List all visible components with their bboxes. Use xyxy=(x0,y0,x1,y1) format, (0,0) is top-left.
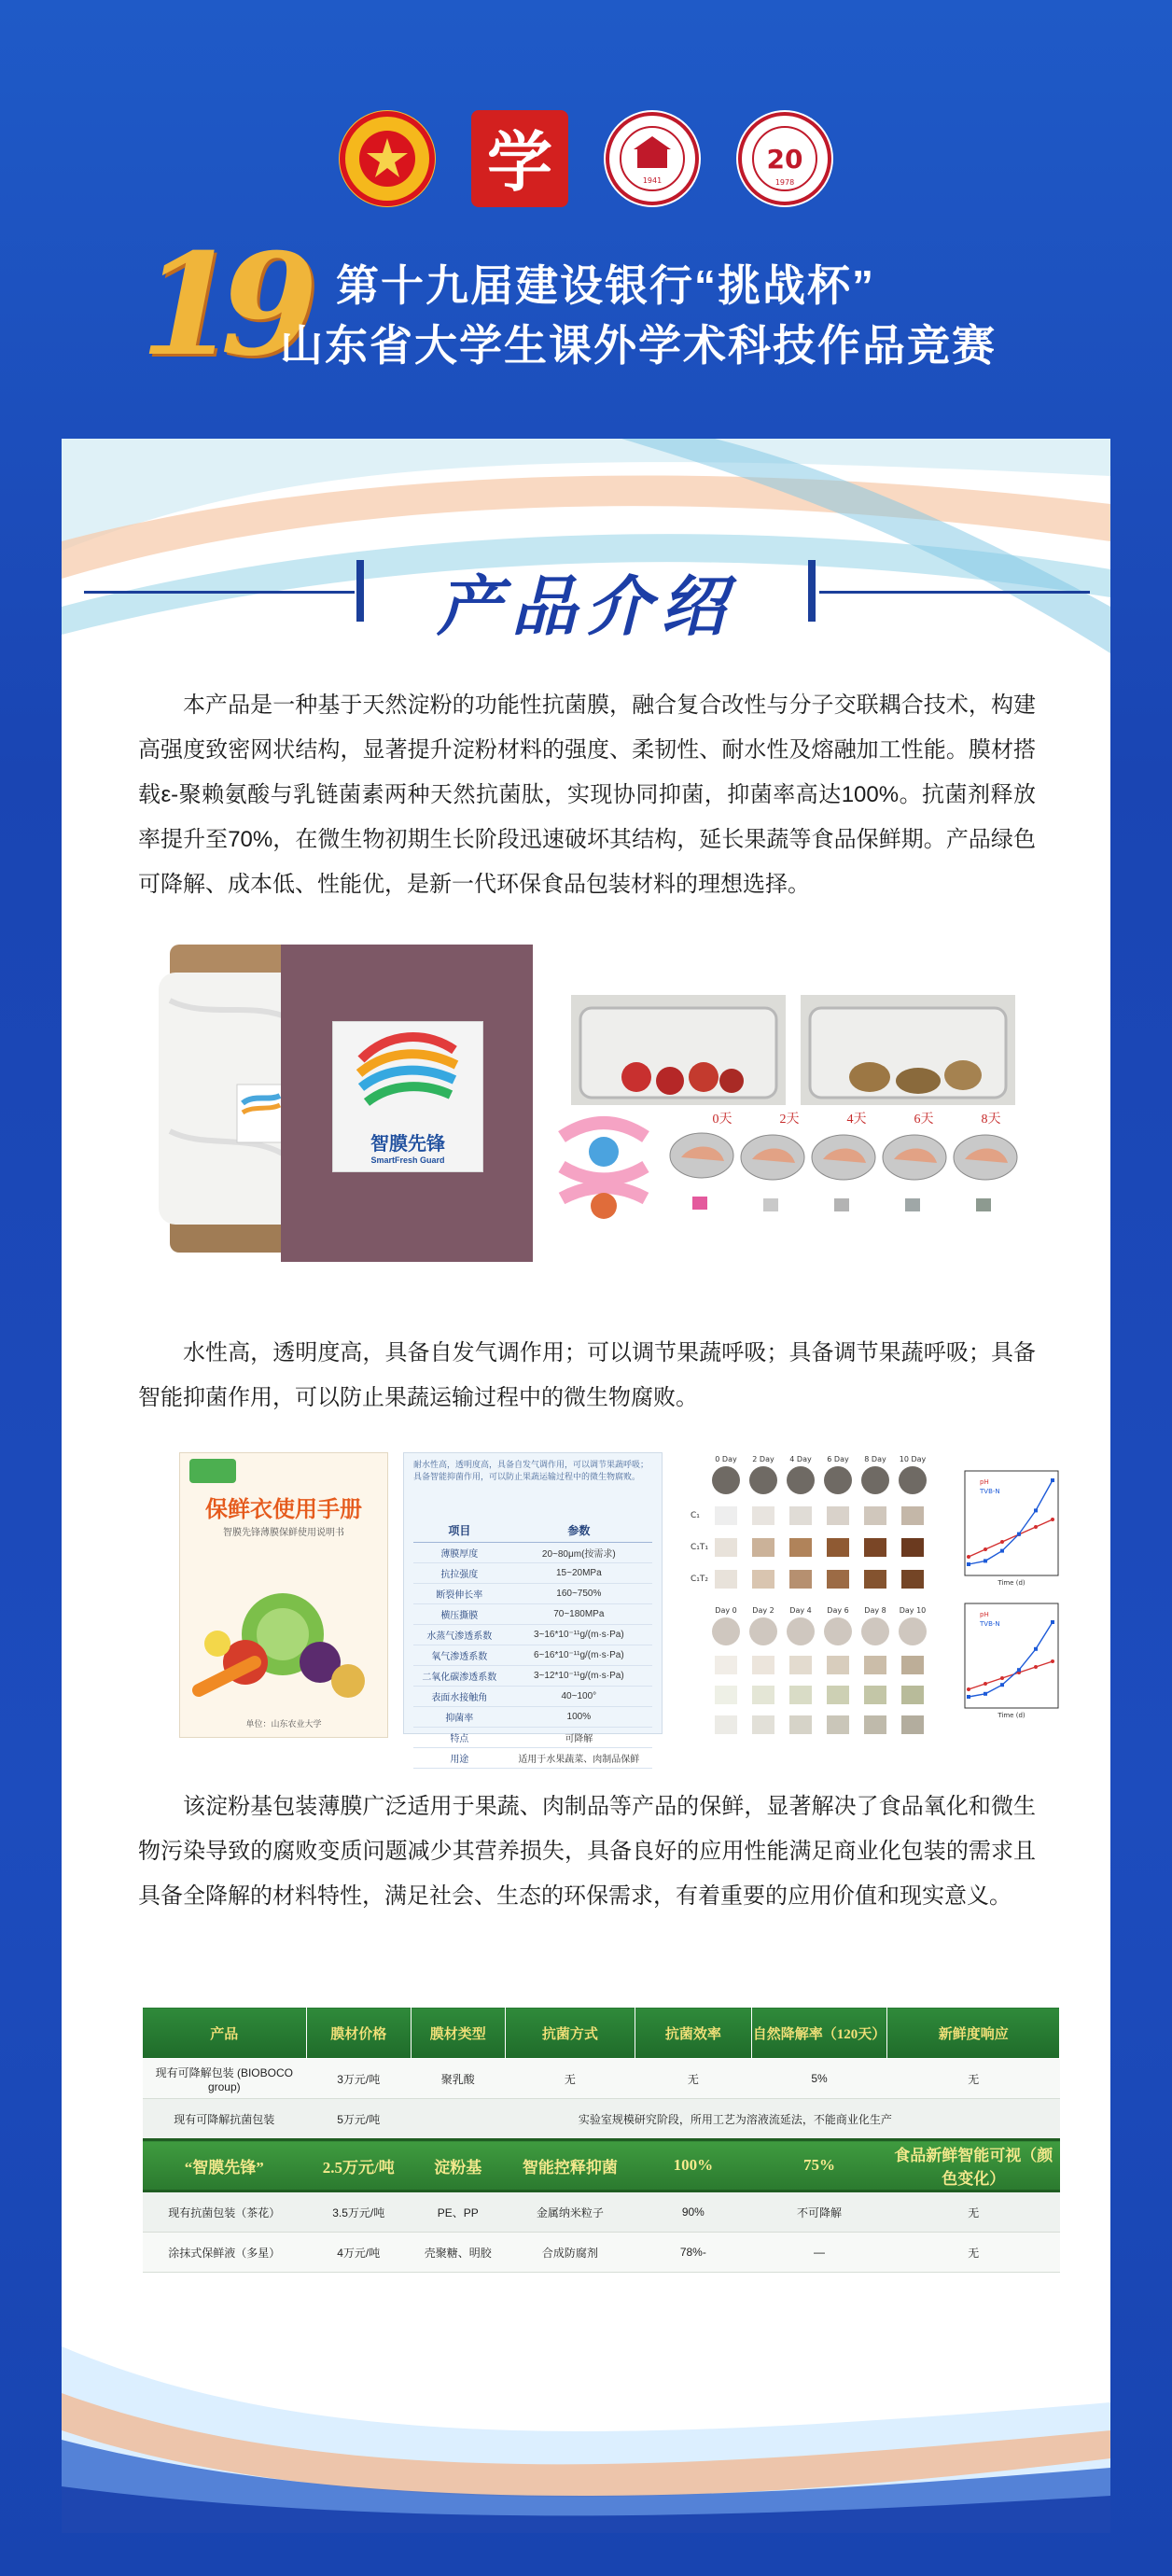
color-swatch xyxy=(901,1715,924,1734)
decorative-swoosh-bottom xyxy=(62,2216,1110,2533)
spec-cell: 70~180MPa xyxy=(506,1604,652,1625)
ph-tvbn-graphs xyxy=(948,1463,1069,1721)
comparison-cell: 78%- xyxy=(635,2233,752,2273)
legend-label: TVB-N xyxy=(980,1488,1000,1495)
shrimp-day-labels xyxy=(689,1109,1025,1127)
spec-cell: 3~16*10⁻¹¹g/(m·s·Pa) xyxy=(506,1625,652,1645)
comparison-cell: 3万元/吨 xyxy=(306,2059,411,2099)
comparison-header-cell: 膜材类型 xyxy=(411,2008,505,2059)
header-title-line2: 山东省大学生课外学术科技作品竞赛 xyxy=(280,321,997,370)
ph-point xyxy=(1000,1540,1004,1544)
shrimp-freshness-diagram xyxy=(562,1109,1025,1230)
color-swatch xyxy=(827,1656,849,1674)
color-swatch xyxy=(827,1715,849,1734)
comparison-cell: 聚乳酸 xyxy=(411,2059,505,2099)
svg-text:1941: 1941 xyxy=(642,176,663,185)
color-swatch xyxy=(752,1715,774,1734)
tvbn-point xyxy=(1000,1683,1004,1687)
x-axis-label: Time (d) xyxy=(998,1712,1026,1719)
competition-header xyxy=(140,223,1073,387)
sample-dish xyxy=(712,1617,740,1645)
spec-cell: 6~16*10⁻¹¹g/(m·s·Pa) xyxy=(506,1645,652,1666)
color-swatch xyxy=(827,1570,849,1589)
comparison-header-cell: 产品 xyxy=(143,2008,307,2059)
spec-row xyxy=(413,1645,652,1666)
spec-row xyxy=(413,1625,652,1645)
comparison-table-area xyxy=(62,2007,1110,2260)
comparison-cell: 5% xyxy=(751,2059,887,2099)
spec-row xyxy=(413,1728,652,1748)
spec-row xyxy=(413,1563,652,1584)
content-card xyxy=(62,439,1110,2533)
tvbn-point xyxy=(1017,1668,1021,1672)
sample-dish xyxy=(861,1617,889,1645)
produce-box-photos xyxy=(571,995,1015,1105)
comparison-header-cell: 自然降解率（120天） xyxy=(751,2008,887,2059)
svg-text:1978: 1978 xyxy=(774,178,795,187)
comparison-cell: 淀粉基 xyxy=(411,2140,505,2191)
spec-sheet xyxy=(403,1452,663,1765)
x-axis-label: Time (d) xyxy=(998,1579,1026,1587)
sample-dish xyxy=(899,1466,927,1494)
intro-paragraph: 本产品是一种基于天然淀粉的功能性抗菌膜，融合复合改性与分子交联耦合技术，构建高强度致密网状结构，显著提升淀粉材料的强度、柔韧性、耐水性及熔融加工性能。膜材搭载ε-聚赖氨酸与乳链菌素两种天然抗菌肽，实现协同抑菌，抑菌率高达100%。抗菌剂释放率提升至70%，在微生物初期生长阶段迅速破坏其结构，延长果蔬等食品保鲜期。产品绿色可降解、成本低、性能优，是新一代环保食品包装材料的理想选择。 xyxy=(138,693,1036,897)
color-swatch xyxy=(864,1715,886,1734)
day-header: 8 Day xyxy=(864,1455,886,1463)
spec-cell: 特点 xyxy=(413,1728,506,1748)
logo-row xyxy=(0,110,1172,207)
sample-dish xyxy=(787,1617,815,1645)
sample-dish xyxy=(787,1466,815,1494)
comparison-cell: 3.5万元/吨 xyxy=(306,2191,411,2233)
color-swatch xyxy=(752,1506,774,1525)
ph-point xyxy=(1034,1525,1038,1529)
comparison-cell: “智膜先锋” xyxy=(143,2140,307,2191)
day-header: Day 8 xyxy=(864,1606,886,1615)
comparison-cell: 无 xyxy=(887,2233,1060,2273)
color-swatch xyxy=(752,1538,774,1557)
manual-subtitle: 智膜先锋薄膜保鲜使用说明书 xyxy=(223,1528,344,1538)
ph-point xyxy=(984,1682,987,1686)
xue-seal-logo-icon xyxy=(471,110,568,207)
spec-cell: 表面水接触角 xyxy=(413,1687,506,1707)
spec-row xyxy=(413,1748,652,1769)
day-header: Day 0 xyxy=(715,1606,737,1615)
color-change-experiment xyxy=(687,1452,939,1745)
sample-dish xyxy=(712,1466,740,1494)
ph-graphs xyxy=(948,1463,1069,1721)
tvbn-point xyxy=(1017,1533,1021,1536)
ph-point xyxy=(984,1547,987,1551)
vegetables-illustration-icon xyxy=(180,1550,387,1709)
brand-name: 智膜先锋 xyxy=(370,1134,445,1155)
color-swatch xyxy=(864,1686,886,1704)
legend-label: TVB-N xyxy=(980,1620,1000,1628)
comparison-cell: 100% xyxy=(635,2140,752,2191)
spec-param-table xyxy=(413,1519,652,1769)
challenge-cup-logo-icon xyxy=(736,110,833,207)
tvbn-point xyxy=(1051,1620,1054,1624)
comparison-cell: 无 xyxy=(505,2059,635,2099)
day-label: 0天 xyxy=(712,1113,732,1127)
row-label: C₁T₁ xyxy=(691,1543,708,1552)
tvbn-point xyxy=(1034,1508,1038,1512)
comparison-header-cell: 膜材价格 xyxy=(306,2008,411,2059)
spec-row xyxy=(413,1604,652,1625)
comparison-cell: 现有可降解抗菌包装 xyxy=(143,2099,307,2140)
day-header: 0 Day xyxy=(715,1455,737,1463)
row-label: C₁ xyxy=(691,1511,700,1520)
tvbn-point xyxy=(984,1692,987,1696)
spec-cell: 二氧化碳渗透系数 xyxy=(413,1666,506,1687)
color-swatch xyxy=(827,1686,849,1704)
user-manual-cover xyxy=(179,1452,388,1738)
color-swatch xyxy=(789,1715,812,1734)
comparison-cell: PE、PP xyxy=(411,2191,505,2233)
color-swatch xyxy=(864,1570,886,1589)
day-header: Day 2 xyxy=(752,1606,774,1615)
day-header: Day 4 xyxy=(789,1606,812,1615)
day-header: 4 Day xyxy=(789,1455,812,1463)
color-swatch xyxy=(752,1686,774,1704)
ph-point xyxy=(1034,1665,1038,1669)
comparison-cell: 不可降解 xyxy=(751,2191,887,2233)
comparison-cell: 4万元/吨 xyxy=(306,2233,411,2273)
comparison-cell: 智能控释抑菌 xyxy=(505,2140,635,2191)
row-label: C₁T₂ xyxy=(691,1575,708,1584)
comparison-cell: 90% xyxy=(635,2191,752,2233)
spec-header-cell: 参数 xyxy=(506,1519,652,1543)
ph-series-line xyxy=(969,1661,1053,1689)
color-swatch xyxy=(789,1506,812,1525)
spec-cell: 100% xyxy=(506,1707,652,1728)
comparison-cell: 食品新鲜智能可视（颜色变化） xyxy=(887,2140,1060,2191)
sample-dish xyxy=(861,1466,889,1494)
spec-row xyxy=(413,1584,652,1604)
comparison-header-cell: 抗菌方式 xyxy=(505,2008,635,2059)
day-header: Day 6 xyxy=(827,1606,849,1615)
color-swatch xyxy=(715,1570,737,1589)
linyi-university-emblem-icon xyxy=(604,110,701,207)
ph-point xyxy=(1051,1518,1054,1521)
comparison-cell: 壳聚糖、明胶 xyxy=(411,2233,505,2273)
comparison-row xyxy=(143,2059,1060,2099)
color-swatch xyxy=(901,1686,924,1704)
header-title-line1: 第十九届建设银行“挑战杯” xyxy=(336,261,875,310)
ph-point xyxy=(1051,1659,1054,1663)
smartfresh-logo-icon xyxy=(333,1022,482,1125)
color-swatch xyxy=(901,1656,924,1674)
features-paragraph: 水性高，透明度高，具备自发气调作用；可以调节果蔬呼吸；具备调节果蔬呼吸；具备智能抑菌作用，可以防止果蔬运输过程中的微生物腐败。 xyxy=(138,1340,1036,1410)
sample-dish xyxy=(749,1617,777,1645)
spec-intro: 耐水性高，透明度高，具备自发气调作用，可以调节果蔬呼吸；具备智能抑菌作用，可以防止果蔬运输过程中的微生物腐败。 xyxy=(413,1460,649,1481)
svg-text:学: 学 xyxy=(487,123,552,201)
youth-league-emblem-icon xyxy=(339,110,436,207)
color-swatch xyxy=(752,1656,774,1674)
color-swatch xyxy=(715,1506,737,1525)
comparison-row xyxy=(143,2099,1060,2140)
comparison-cell: 5万元/吨 xyxy=(306,2099,411,2140)
comparison-cell: 无 xyxy=(887,2191,1060,2233)
spec-row xyxy=(413,1666,652,1687)
spec-cell: 3~12*10⁻¹¹g/(m·s·Pa) xyxy=(506,1666,652,1687)
color-swatch xyxy=(752,1570,774,1589)
color-swatch xyxy=(789,1538,812,1557)
comparison-cell: 2.5万元/吨 xyxy=(306,2140,411,2191)
day-label: 6天 xyxy=(914,1113,934,1127)
spec-cell: 15~20MPa xyxy=(506,1563,652,1584)
color-swatch xyxy=(901,1538,924,1557)
manual-logo-icon xyxy=(189,1459,236,1483)
color-swatch xyxy=(901,1570,924,1589)
ph-series-line xyxy=(969,1519,1053,1557)
spec-cell: 氧气渗透系数 xyxy=(413,1645,506,1666)
spec-cell: 薄膜厚度 xyxy=(413,1543,506,1563)
color-swatch xyxy=(789,1656,812,1674)
highlight-product-row xyxy=(143,2140,1060,2191)
sample-dish xyxy=(824,1617,852,1645)
comparison-cell: 合成防腐剂 xyxy=(505,2233,635,2273)
comparison-header-cell: 新鲜度响应 xyxy=(887,2008,1060,2059)
ph-point xyxy=(1000,1676,1004,1680)
tvbn-point xyxy=(1051,1478,1054,1482)
ph-point xyxy=(967,1687,970,1691)
sample-dish xyxy=(899,1617,927,1645)
day-label: 8天 xyxy=(981,1113,1001,1127)
spec-row xyxy=(413,1687,652,1707)
ph-point xyxy=(967,1555,970,1559)
day-header: 2 Day xyxy=(752,1455,774,1463)
color-swatch xyxy=(827,1506,849,1525)
edition-number: 19 xyxy=(140,223,301,387)
legend-label: pH xyxy=(980,1478,989,1486)
svg-text:20: 20 xyxy=(766,144,803,175)
spec-cell: 抗拉强度 xyxy=(413,1563,506,1584)
section-title-bar xyxy=(62,551,1110,643)
comparison-header-cell: 抗菌效率 xyxy=(635,2008,752,2059)
spec-cell: 水蒸气渗透系数 xyxy=(413,1625,506,1645)
manual-title: 保鲜衣使用手册 xyxy=(205,1497,362,1522)
color-swatch xyxy=(789,1686,812,1704)
color-swatch xyxy=(715,1656,737,1674)
color-swatch xyxy=(864,1656,886,1674)
spec-cell: 160~750% xyxy=(506,1584,652,1604)
day-header: Day 10 xyxy=(899,1606,927,1615)
color-swatch xyxy=(864,1538,886,1557)
color-swatch xyxy=(827,1538,849,1557)
sample-dish xyxy=(749,1466,777,1494)
day-label: 2天 xyxy=(779,1113,800,1127)
comparison-cell: 现有抗菌包装（茶花） xyxy=(143,2191,307,2233)
brand-name-en: SmartFresh Guard xyxy=(370,1155,445,1165)
spec-cell: 用途 xyxy=(413,1748,506,1769)
film-sample-photo xyxy=(281,945,533,1262)
spec-cell: 可降解 xyxy=(506,1728,652,1748)
comparison-cell: 无 xyxy=(635,2059,752,2099)
title-bar-right xyxy=(808,560,816,622)
spec-cell: 20~80μm(按需求) xyxy=(506,1543,652,1563)
color-swatch xyxy=(715,1538,737,1557)
comparison-header-row xyxy=(143,2008,1060,2059)
spec-cell: 断裂伸长率 xyxy=(413,1584,506,1604)
comparison-cell: 金属纳米粒子 xyxy=(505,2191,635,2233)
spec-header-cell: 项目 xyxy=(413,1519,506,1543)
tvbn-point xyxy=(967,1695,970,1699)
spec-cell: 横压撕膜 xyxy=(413,1604,506,1625)
comparison-cell: 现有可降解包装 (BIOBOCO group) xyxy=(143,2059,307,2099)
application-paragraph: 该淀粉基包装薄膜广泛适用于果蔬、肉制品等产品的保鲜，显著解决了食品氧化和微生物污染导致的腐败变质问题减少其营养损失，具备良好的应用性能满足商业化包装的需求且具备全降解的材料特性，满足社会、生态的环保需求，有着重要的应用价值和现实意义。 xyxy=(138,1794,1036,1909)
title-line-right xyxy=(819,591,1090,594)
color-swatch xyxy=(715,1686,737,1704)
day-header: 6 Day xyxy=(827,1455,849,1463)
day-header: 10 Day xyxy=(899,1455,927,1463)
product-logo-card xyxy=(332,1021,483,1172)
comparison-cell: — xyxy=(751,2233,887,2273)
color-swatch xyxy=(864,1506,886,1525)
comparison-cell: 无 xyxy=(887,2059,1060,2099)
legend-label: pH xyxy=(980,1611,989,1618)
sample-dish xyxy=(824,1466,852,1494)
spec-row xyxy=(413,1707,652,1728)
comparison-cell: 涂抹式保鲜液（多星） xyxy=(143,2233,307,2273)
spec-cell: 40~100° xyxy=(506,1687,652,1707)
comparison-cell: 实验室规模研究阶段，所用工艺为溶液流延法，不能商业化生产 xyxy=(411,2099,1059,2140)
spec-cell: 适用于水果蔬菜、肉制品保鲜 xyxy=(506,1748,652,1769)
color-swatch xyxy=(789,1570,812,1589)
experiment-grid xyxy=(687,1452,939,1745)
graph-frame xyxy=(965,1603,1058,1708)
spec-table xyxy=(413,1519,652,1769)
day-label: 4天 xyxy=(846,1113,867,1127)
tvbn-point xyxy=(984,1559,987,1562)
tvbn-point xyxy=(1034,1647,1038,1651)
comparison-cell: 75% xyxy=(751,2140,887,2191)
color-swatch xyxy=(901,1506,924,1525)
spec-row xyxy=(413,1543,652,1563)
tvbn-point xyxy=(1000,1549,1004,1553)
spec-cell: 抑菌率 xyxy=(413,1707,506,1728)
manual-footer: 单位：山东农业大学 xyxy=(245,1719,322,1729)
section-title: 产品介绍 xyxy=(437,570,735,643)
color-swatch xyxy=(715,1715,737,1734)
tvbn-point xyxy=(967,1562,970,1566)
